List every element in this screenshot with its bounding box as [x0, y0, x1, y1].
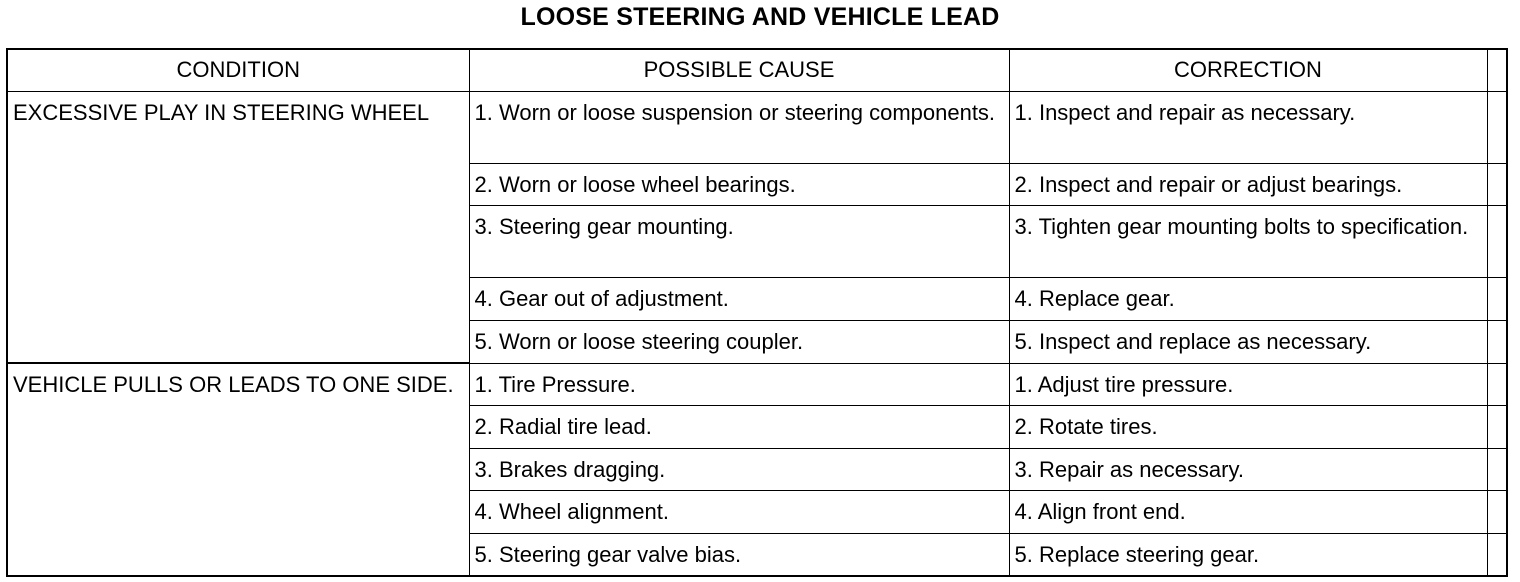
spacer-cell — [1487, 320, 1507, 363]
header-spacer — [1487, 49, 1507, 91]
table-row — [7, 363, 1507, 405]
header-row — [7, 49, 1507, 91]
spacer-cell — [1487, 206, 1507, 278]
spacer-cell — [1487, 163, 1507, 205]
correction-cell: 2. Inspect and repair or adjust bearings. — [1009, 163, 1487, 205]
spacer-cell — [1487, 448, 1507, 490]
correction-cell: 5. Replace steering gear. — [1009, 534, 1487, 576]
cause-cell: 3. Brakes dragging. — [469, 448, 1009, 490]
condition-cell: VEHICLE PULLS OR LEADS TO ONE SIDE. — [7, 363, 469, 576]
diagnosis-table — [6, 48, 1508, 577]
cause-cell: 5. Worn or loose steering coupler. — [469, 320, 1009, 363]
correction-cell: 3. Repair as necessary. — [1009, 448, 1487, 490]
correction-cell: 1. Adjust tire pressure. — [1009, 363, 1487, 405]
spacer-cell — [1487, 363, 1507, 405]
header-condition: CONDITION — [7, 49, 469, 91]
cause-cell: 5. Steering gear valve bias. — [469, 534, 1009, 576]
correction-cell: 2. Rotate tires. — [1009, 405, 1487, 448]
spacer-cell — [1487, 534, 1507, 576]
correction-cell: 5. Inspect and replace as necessary. — [1009, 320, 1487, 363]
table-row — [7, 91, 1507, 163]
cause-cell: 1. Worn or loose suspension or steering components. — [469, 91, 1009, 163]
cause-cell: 4. Gear out of adjustment. — [469, 278, 1009, 320]
spacer-cell — [1487, 405, 1507, 448]
cause-cell: 2. Worn or loose wheel bearings. — [469, 163, 1009, 205]
correction-cell: 3. Tighten gear mounting bolts to specification. — [1009, 206, 1487, 278]
spacer-cell — [1487, 278, 1507, 320]
cause-cell: 2. Radial tire lead. — [469, 405, 1009, 448]
spacer-cell — [1487, 91, 1507, 163]
cause-cell: 4. Wheel alignment. — [469, 491, 1009, 534]
page-title: LOOSE STEERING AND VEHICLE LEAD — [520, 3, 1000, 31]
condition-cell: EXCESSIVE PLAY IN STEERING WHEEL — [7, 91, 469, 363]
cause-cell: 1. Tire Pressure. — [469, 363, 1009, 405]
header-possible-cause: POSSIBLE CAUSE — [469, 49, 1009, 91]
correction-cell: 4. Replace gear. — [1009, 278, 1487, 320]
spacer-cell — [1487, 491, 1507, 534]
cause-cell: 3. Steering gear mounting. — [469, 206, 1009, 278]
correction-cell: 4. Align front end. — [1009, 491, 1487, 534]
header-correction: CORRECTION — [1009, 49, 1487, 91]
correction-cell: 1. Inspect and repair as necessary. — [1009, 91, 1487, 163]
